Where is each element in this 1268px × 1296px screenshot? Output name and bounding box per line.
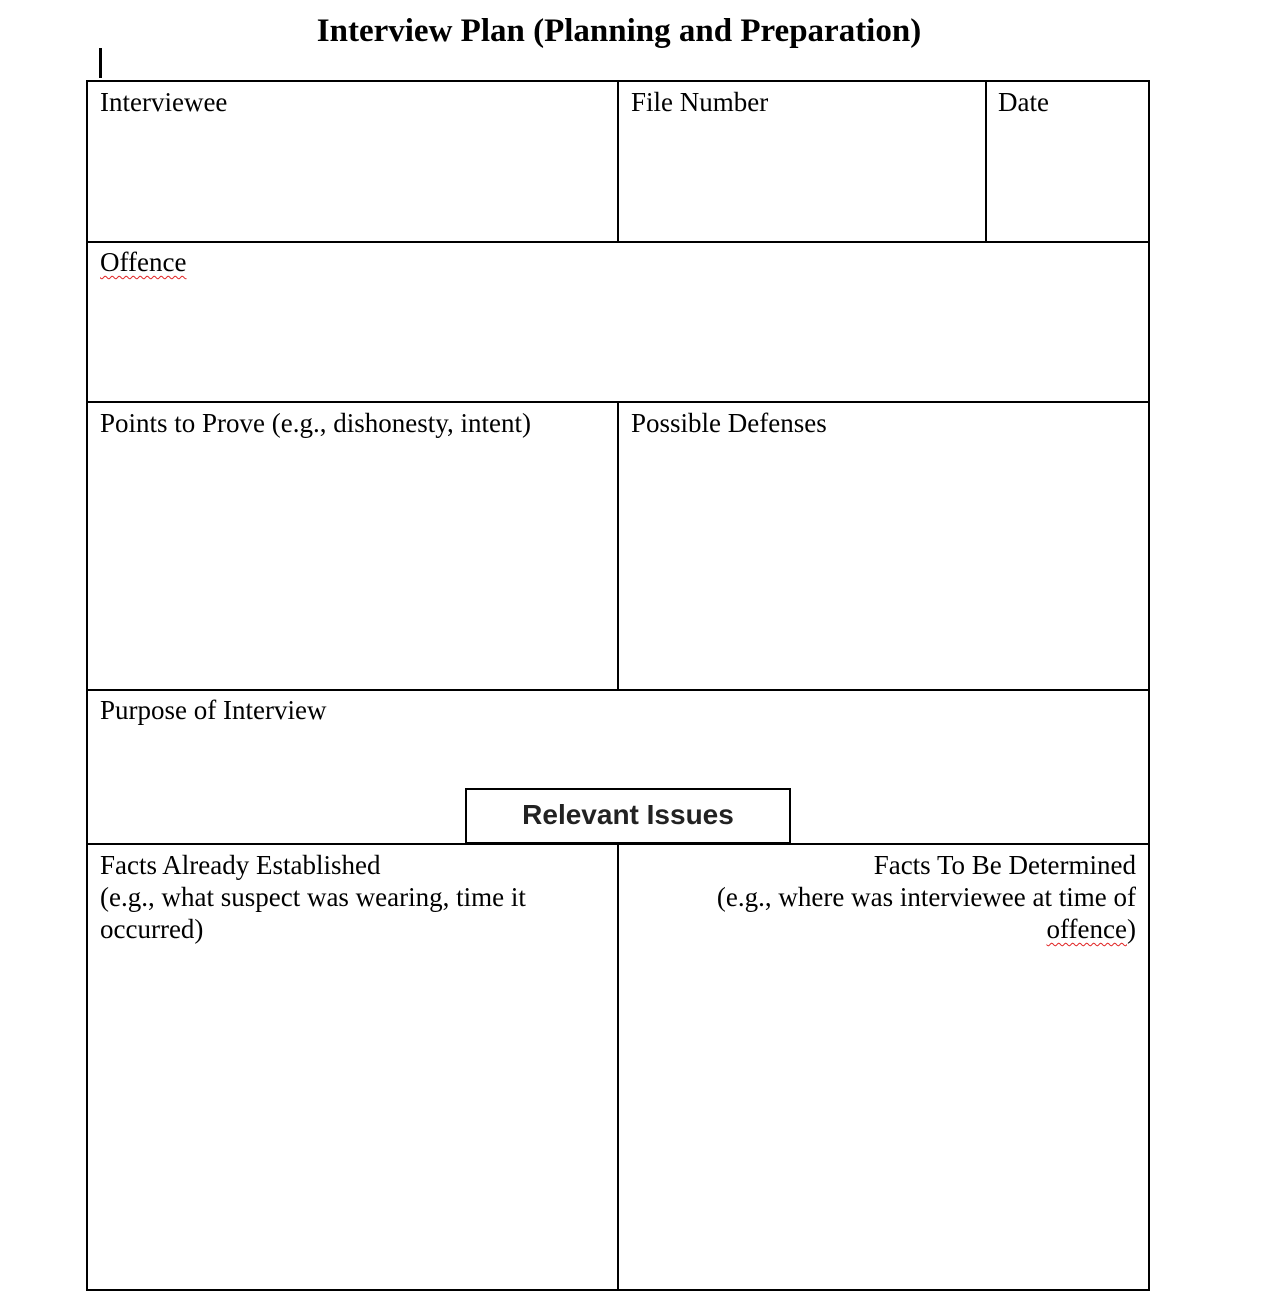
closing-paren: )	[1127, 914, 1136, 944]
file-number-label: File Number	[631, 87, 769, 117]
facts-established-example-line2: occurred)	[100, 914, 204, 944]
text-cursor	[99, 48, 102, 78]
relevant-issues-box: Relevant Issues	[465, 788, 791, 844]
offence-label: Offence	[100, 247, 187, 277]
purpose-label: Purpose of Interview	[100, 695, 327, 725]
date-cell[interactable]	[985, 80, 1150, 243]
offence-word: offence	[1046, 914, 1127, 944]
points-to-prove-cell[interactable]	[86, 401, 620, 691]
interviewee-cell[interactable]	[86, 80, 620, 243]
offence-cell[interactable]	[86, 241, 1150, 404]
possible-defenses-cell[interactable]	[617, 401, 1150, 691]
file-number-cell[interactable]	[617, 80, 988, 243]
facts-to-determine-example-line1: (e.g., where was interviewee at time of	[716, 882, 1136, 912]
possible-defenses-label: Possible Defenses	[631, 408, 827, 438]
facts-to-determine-heading: Facts To Be Determined	[873, 850, 1136, 880]
interviewee-label: Interviewee	[100, 87, 228, 117]
facts-to-determine-cell[interactable]	[617, 843, 1150, 1291]
facts-to-determine-text	[636, 849, 1136, 945]
facts-established-cell[interactable]	[86, 843, 620, 1291]
points-to-prove-label: Points to Prove (e.g., dishonesty, intent)	[100, 408, 531, 438]
facts-established-text	[100, 849, 600, 945]
facts-established-example-line1: (e.g., what suspect was wearing, time it	[100, 882, 526, 912]
facts-established-heading: Facts Already Established	[100, 850, 381, 880]
facts-to-determine-example-line2	[636, 913, 1136, 945]
date-label: Date	[998, 87, 1049, 117]
form-title: Interview Plan (Planning and Preparation)	[316, 13, 922, 49]
